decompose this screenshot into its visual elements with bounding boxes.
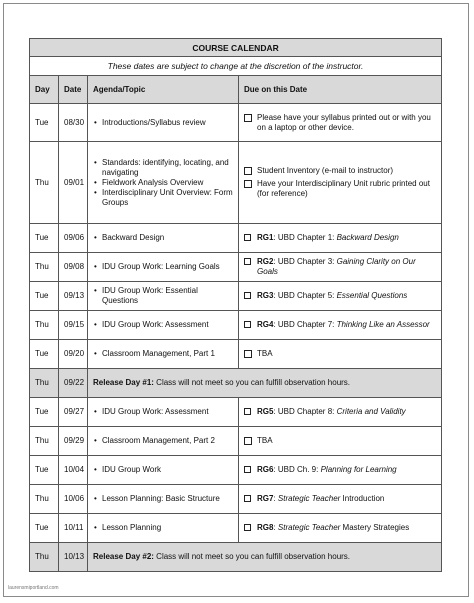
release-label: Release Day #1: [93, 378, 154, 387]
calendar-row [30, 514, 442, 543]
agenda-list [93, 494, 233, 504]
agenda-cell [88, 456, 239, 485]
agenda-cell [88, 340, 239, 369]
agenda-item: • Fieldwork Analysis Overview [93, 178, 233, 188]
agenda-item: • Standards: identifying, locating, and navigating [93, 158, 233, 178]
due-title: Thinking Like an Assessor [336, 320, 430, 329]
day-cell: Tue [30, 456, 59, 485]
due-item [244, 349, 436, 359]
agenda-list [93, 320, 233, 330]
agenda-list [93, 262, 233, 272]
release-cell [88, 543, 442, 572]
release-text: Class will not meet so you can fulfill observation hours. [153, 378, 351, 387]
due-item [244, 523, 436, 533]
checkbox-icon [244, 408, 251, 415]
date-cell: 09/13 [59, 282, 88, 311]
date-cell: 08/30 [59, 104, 88, 142]
title-row [30, 39, 442, 57]
day-cell: Tue [30, 282, 59, 311]
reading-guide-label: RG2 [257, 257, 274, 266]
agenda-item: • Classroom Management, Part 1 [93, 349, 233, 359]
release-text: Class will not meet so you can fulfill observation hours. [153, 552, 351, 561]
calendar-row [30, 282, 442, 311]
calendar-row [30, 485, 442, 514]
day-cell: Tue [30, 398, 59, 427]
due-suffix: Mastery Strategies [340, 523, 410, 532]
reading-guide-label: RG6 [257, 465, 274, 474]
calendar-title: COURSE CALENDAR [30, 39, 442, 57]
reading-guide-label: RG4 [257, 320, 274, 329]
due-text: Have your Interdisciplinary Unit rubric printed out (for reference) [257, 179, 430, 198]
agenda-item: • IDU Group Work: Assessment [93, 407, 233, 417]
agenda-list [93, 233, 233, 243]
header-date: Date [59, 76, 88, 104]
due-cell [239, 340, 442, 369]
calendar-row [30, 456, 442, 485]
due-cell [239, 253, 442, 282]
agenda-item: • Classroom Management, Part 2 [93, 436, 233, 446]
calendar-row [30, 398, 442, 427]
due-item [244, 494, 436, 504]
subtitle-row [30, 57, 442, 76]
day-cell: Tue [30, 514, 59, 543]
calendar-row [30, 340, 442, 369]
agenda-list [93, 407, 233, 417]
date-cell: 09/29 [59, 427, 88, 456]
due-text: : UBD Ch. 9: [273, 465, 321, 474]
day-cell: Thu [30, 369, 59, 398]
header-row [30, 76, 442, 104]
header-due: Due on this Date [239, 76, 442, 104]
date-cell: 10/13 [59, 543, 88, 572]
due-text: : UBD Chapter 5: [273, 291, 337, 300]
due-text: : UBD Chapter 3: [273, 257, 337, 266]
due-cell [239, 311, 442, 340]
due-title: Criteria and Validity [336, 407, 406, 416]
due-cell [239, 282, 442, 311]
calendar-row [30, 311, 442, 340]
calendar-subtitle: These dates are subject to change at the discretion of the instructor. [30, 57, 442, 76]
header-day: Day [30, 76, 59, 104]
agenda-cell [88, 514, 239, 543]
release-label: Release Day #2: [93, 552, 154, 561]
agenda-list [93, 286, 233, 306]
due-text: Student Inventory (e-mail to instructor) [257, 166, 394, 175]
day-cell: Thu [30, 253, 59, 282]
agenda-cell [88, 282, 239, 311]
due-text: : UBD Chapter 8: [273, 407, 337, 416]
due-item [244, 179, 436, 199]
calendar-row [30, 142, 442, 224]
agenda-cell [88, 104, 239, 142]
checkbox-icon [244, 167, 252, 175]
day-cell: Thu [30, 142, 59, 224]
agenda-list [93, 349, 233, 359]
agenda-cell [88, 398, 239, 427]
agenda-cell [88, 253, 239, 282]
day-cell: Thu [30, 311, 59, 340]
due-title: Strategic Teacher [277, 523, 341, 532]
agenda-list [93, 118, 233, 128]
due-item [244, 233, 436, 243]
checkbox-icon [244, 495, 251, 502]
reading-guide-label: RG3 [257, 291, 274, 300]
due-cell [239, 398, 442, 427]
date-cell: 09/06 [59, 224, 88, 253]
calendar-row [30, 253, 442, 282]
date-cell: 09/08 [59, 253, 88, 282]
due-item [244, 166, 436, 176]
agenda-list [93, 523, 233, 533]
date-cell: 10/04 [59, 456, 88, 485]
reading-guide-label: RG8 [257, 523, 274, 532]
agenda-item: • Backward Design [93, 233, 233, 243]
due-title: Planning for Learning [320, 465, 397, 474]
due-text: TBA [257, 436, 273, 445]
due-cell [239, 104, 442, 142]
due-item [244, 465, 436, 475]
footer-source: laurensmiportland.com [8, 585, 59, 591]
agenda-cell [88, 224, 239, 253]
due-text: : [273, 523, 278, 532]
date-cell: 09/01 [59, 142, 88, 224]
due-text: : UBD Chapter 7: [273, 320, 337, 329]
agenda-cell [88, 427, 239, 456]
agenda-cell [88, 142, 239, 224]
due-cell [239, 142, 442, 224]
due-text: TBA [257, 349, 273, 358]
agenda-item: • Lesson Planning: Basic Structure [93, 494, 233, 504]
day-cell: Tue [30, 340, 59, 369]
agenda-item: • Interdisciplinary Unit Overview: Form Groups [93, 188, 233, 208]
calendar-row [30, 224, 442, 253]
agenda-item: • IDU Group Work: Assessment [93, 320, 233, 330]
due-title: Essential Questions [336, 291, 408, 300]
agenda-list [93, 436, 233, 446]
checkbox-icon [244, 350, 252, 358]
due-item [244, 320, 436, 330]
day-cell: Tue [30, 224, 59, 253]
due-suffix: Introduction [340, 494, 385, 503]
due-item [244, 291, 436, 301]
day-cell: Thu [30, 543, 59, 572]
checkbox-icon [244, 524, 251, 531]
due-text: Please have your syllabus printed out or with you on a laptop or other device. [257, 112, 431, 132]
due-text: : UBD Chapter 1: [273, 233, 337, 242]
release-cell [88, 369, 442, 398]
due-title: Strategic Teacher [277, 494, 341, 503]
due-item [244, 113, 436, 133]
date-cell: 09/20 [59, 340, 88, 369]
checkbox-icon [244, 180, 252, 188]
reading-guide-label: RG5 [257, 407, 274, 416]
checkbox-icon [244, 466, 251, 473]
due-cell [239, 485, 442, 514]
due-item [244, 257, 436, 277]
header-agenda: Agenda/Topic [88, 76, 239, 104]
agenda-item: • IDU Group Work: Essential Questions [93, 286, 233, 306]
checkbox-icon [244, 258, 251, 265]
agenda-item: • Lesson Planning [93, 523, 233, 533]
due-cell [239, 514, 442, 543]
checkbox-icon [244, 437, 252, 445]
due-text: : [273, 494, 278, 503]
checkbox-icon [244, 292, 251, 299]
course-calendar-table [29, 38, 442, 572]
checkbox-icon [244, 114, 252, 122]
reading-guide-label: RG1 [257, 233, 274, 242]
due-cell [239, 456, 442, 485]
due-title: Gaining Clarity on Our Goals [257, 257, 416, 276]
agenda-item: • IDU Group Work [93, 465, 233, 475]
reading-guide-label: RG7 [257, 494, 274, 503]
calendar-row [30, 369, 442, 398]
checkbox-icon [244, 234, 251, 241]
agenda-list [93, 465, 233, 475]
due-title: Backward Design [336, 233, 399, 242]
date-cell: 10/06 [59, 485, 88, 514]
due-cell [239, 427, 442, 456]
due-cell [239, 224, 442, 253]
day-cell: Thu [30, 427, 59, 456]
agenda-cell [88, 311, 239, 340]
agenda-list [93, 158, 233, 208]
calendar-row [30, 104, 442, 142]
calendar-row [30, 543, 442, 572]
calendar-row [30, 427, 442, 456]
day-cell: Thu [30, 485, 59, 514]
checkbox-icon [244, 321, 251, 328]
agenda-item: • Introductions/Syllabus review [93, 118, 233, 128]
date-cell: 09/27 [59, 398, 88, 427]
agenda-item: • IDU Group Work: Learning Goals [93, 262, 233, 272]
due-item [244, 436, 436, 446]
date-cell: 10/11 [59, 514, 88, 543]
date-cell: 09/15 [59, 311, 88, 340]
agenda-cell [88, 485, 239, 514]
day-cell: Tue [30, 104, 59, 142]
date-cell: 09/22 [59, 369, 88, 398]
due-item [244, 407, 436, 417]
